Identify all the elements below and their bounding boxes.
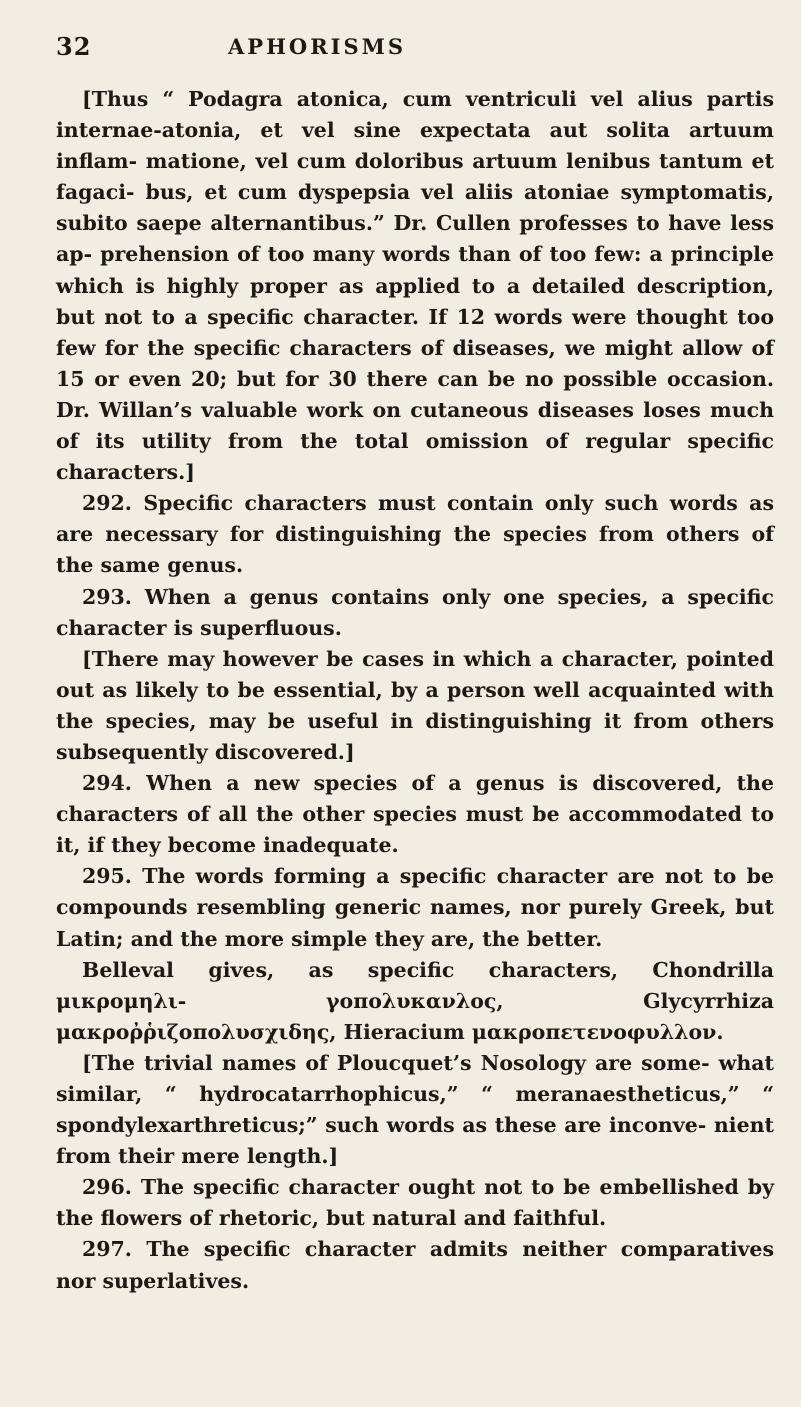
body-text [56,84,774,1297]
running-title: APHORISMS [228,34,407,59]
paragraph-cullen-note: [Thus “ Podagra atonica, cum ventriculi vel alius partis internae-atonia, et vel sine expectata aut solita artuum inflam- matione, vel cum doloribus artuum lenibus tantum et fagaci- bus, et cum dyspepsia vel aliis atoniae symptomatis, subito saepe alternantibus.” Dr. Cullen professes to have less ap- prehension of too many words than of too few: a principle which is highly proper as applied to a detailed description, but not to a specific character. If 12 words were thought too few for the specific characters of diseases, we might allow of 15 or even 20; but for 30 there can be no possible occasion. Dr. Willan’s valuable work on cutaneous diseases loses much of its utility from the total omission of regular specific characters.] [56,87,774,485]
aphorism-297: 297. The specific character admits neither comparatives nor superlatives. [56,1237,774,1293]
aphorism-295-note: [The trivial names of Ploucquet’s Nosology are some- what similar, “ hydrocatarrhophicus,” “ meranaestheticus,” “ spondylexarthreticus;” such words as these are inconve- nient from their mere length.] [56,1050,774,1169]
aphorism-293: 293. When a genus contains only one species, a specific character is superfluous. [56,584,774,640]
aphorism-295-belleval: Belleval gives, as specific characters, Chondrilla μικρομηλι- γοπολυκανλος, Glycyrrhiza μακροῤῥιζοπολυσχιδης, Hieracium μακροπετενοφυλλον. [56,957,774,1044]
aphorism-294: 294. When a new species of a genus is discovered, the characters of all the other species must be accommodated to it, if they become inadequate. [56,771,774,858]
running-head [56,32,761,66]
aphorism-296: 296. The specific character ought not to be embellished by the flowers of rhetoric, but natural and faithful. [56,1175,774,1231]
aphorism-293-note: [There may however be cases in which a character, pointed out as likely to be essential, by a person well acquainted with the species, may be useful in distinguishing it from others subsequently discovered.] [56,646,774,764]
aphorism-292: 292. Specific characters must contain only such words as are necessary for distinguishing the species from others of the same genus. [56,491,774,578]
page-number: 32 [56,32,92,61]
aphorism-295: 295. The words forming a specific character are not to be compounds resembling generic names, nor purely Greek, but Latin; and the more simple they are, the better. [56,864,774,951]
